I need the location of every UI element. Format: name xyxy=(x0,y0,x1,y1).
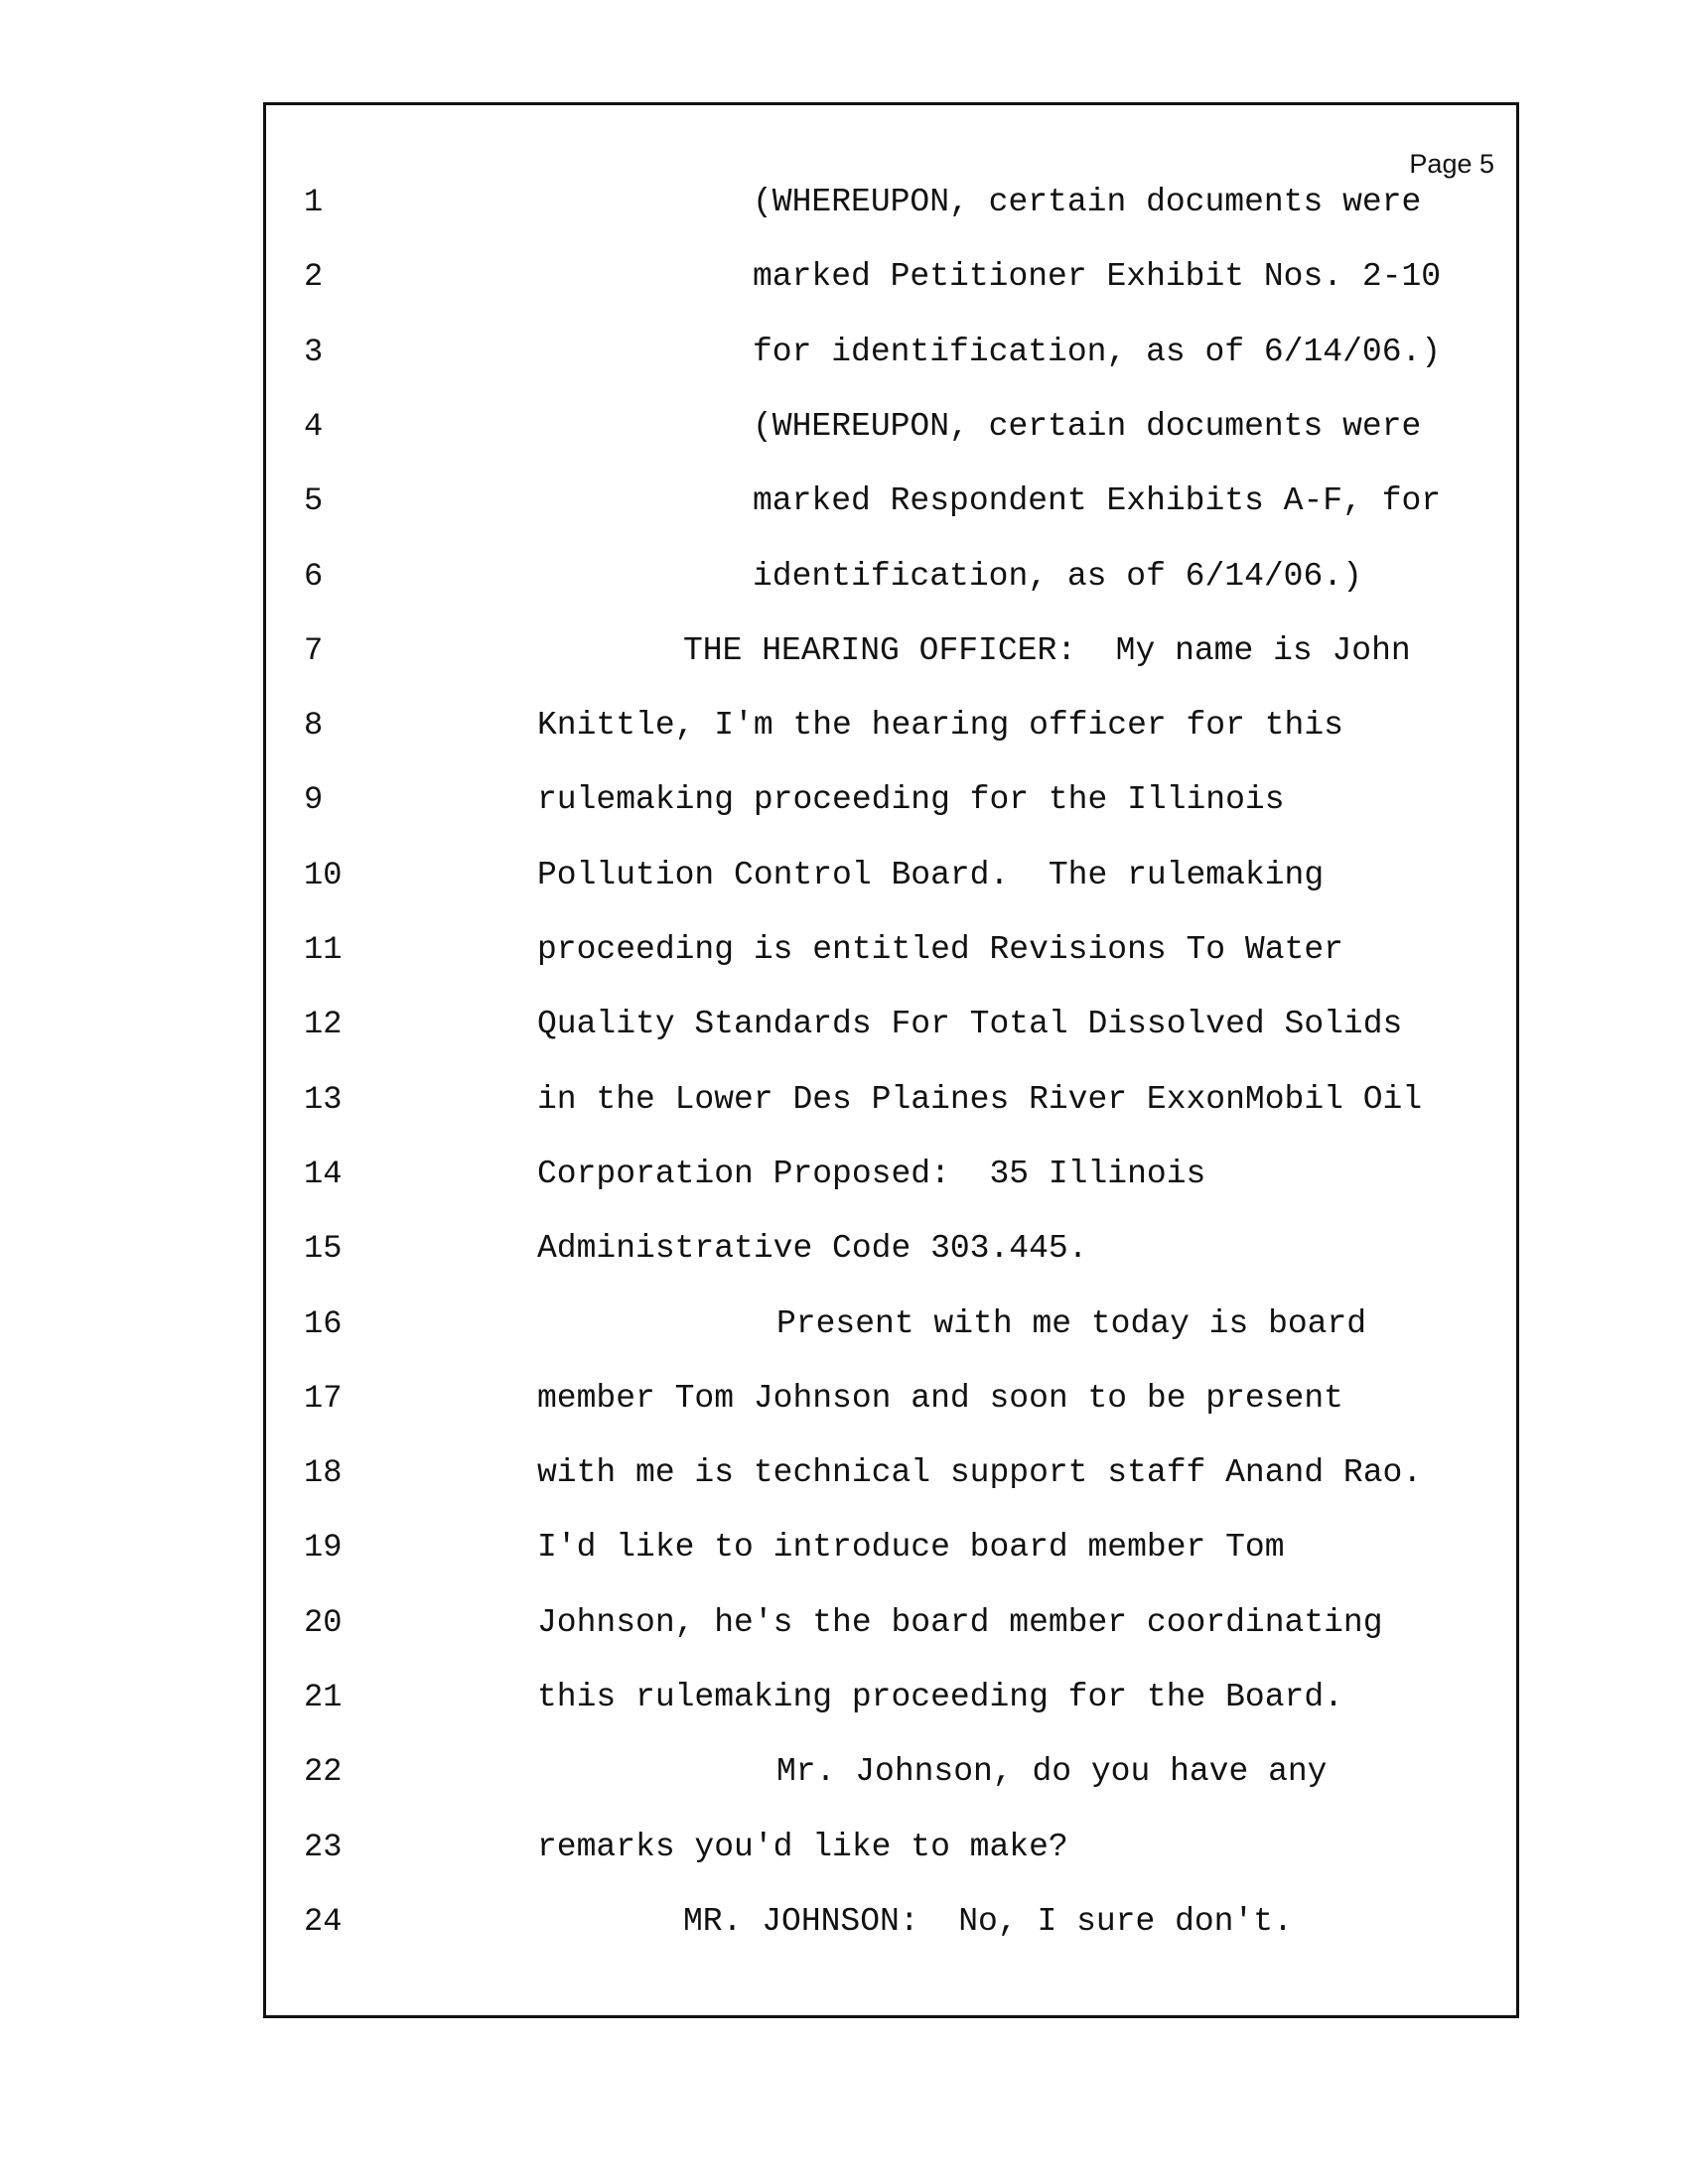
line-number: 3 xyxy=(304,333,324,370)
line-number: 20 xyxy=(304,1603,343,1641)
line-text: MR. JOHNSON: No, I sure don't. xyxy=(683,1902,1293,1940)
line-text: rulemaking proceeding for the Illinois xyxy=(537,781,1285,819)
line-number: 8 xyxy=(304,707,324,745)
transcript-line xyxy=(266,1304,1516,1380)
line-number: 9 xyxy=(304,781,324,819)
line-number: 21 xyxy=(304,1679,343,1715)
line-text: Mr. Johnson, do you have any xyxy=(776,1753,1328,1791)
line-text: in the Lower Des Plaines River ExxonMobil Oil xyxy=(537,1080,1423,1118)
line-text: (WHEREUPON, certain documents were xyxy=(753,407,1422,445)
line-text: marked Petitioner Exhibit Nos. 2-10 xyxy=(753,258,1442,296)
transcript-line xyxy=(266,257,1516,333)
line-number: 18 xyxy=(304,1454,343,1492)
line-number: 22 xyxy=(304,1753,343,1791)
transcript-line xyxy=(266,1828,1516,1903)
line-text: Knittle, I'm the hearing officer for this xyxy=(537,707,1343,745)
transcript-line xyxy=(266,1229,1516,1304)
line-text: Pollution Control Board. The rulemaking xyxy=(537,856,1325,893)
page-number: Page 5 xyxy=(1409,149,1494,179)
line-text: for identification, as of 6/14/06.) xyxy=(753,333,1442,370)
line-text: Corporation Proposed: 35 Illinois xyxy=(537,1155,1206,1192)
transcript-page xyxy=(263,102,1519,2018)
line-number: 14 xyxy=(304,1155,343,1192)
transcript-line xyxy=(266,856,1516,931)
line-number: 13 xyxy=(304,1080,343,1118)
line-text: Quality Standards For Total Dissolved Solids xyxy=(537,1006,1403,1043)
line-number: 17 xyxy=(304,1379,343,1417)
line-number: 16 xyxy=(304,1304,343,1342)
line-number: 6 xyxy=(304,557,324,595)
line-number: 12 xyxy=(304,1006,343,1043)
line-text: member Tom Johnson and soon to be present xyxy=(537,1379,1343,1417)
transcript-line xyxy=(266,1080,1516,1156)
line-number: 5 xyxy=(304,482,324,520)
line-number: 4 xyxy=(304,407,324,445)
transcript-line xyxy=(266,631,1516,707)
line-number: 1 xyxy=(304,184,324,220)
line-text: I'd like to introduce board member Tom xyxy=(537,1529,1285,1567)
line-number: 19 xyxy=(304,1529,343,1567)
transcript-line xyxy=(266,1603,1516,1679)
transcript-line xyxy=(266,407,1516,482)
line-text: Administrative Code 303.445. xyxy=(537,1230,1088,1268)
line-number: 24 xyxy=(304,1902,343,1940)
line-text: Present with me today is board xyxy=(776,1304,1367,1342)
line-number: 15 xyxy=(304,1230,343,1268)
transcript-line xyxy=(266,481,1516,557)
line-text: THE HEARING OFFICER: My name is John xyxy=(683,631,1411,669)
transcript-line xyxy=(266,1379,1516,1454)
transcript-line xyxy=(266,780,1516,856)
line-number: 23 xyxy=(304,1828,343,1865)
line-number: 2 xyxy=(304,258,324,296)
transcript-line xyxy=(266,333,1516,408)
transcript-line xyxy=(266,1528,1516,1603)
line-text: (WHEREUPON, certain documents were xyxy=(753,184,1422,220)
line-text: with me is technical support staff Anand Rao. xyxy=(537,1454,1423,1492)
line-text: this rulemaking proceeding for the Board. xyxy=(537,1679,1343,1715)
transcript-line xyxy=(266,183,1516,258)
line-number: 10 xyxy=(304,856,343,893)
line-text: proceeding is entitled Revisions To Water xyxy=(537,931,1343,968)
transcript-line xyxy=(266,1752,1516,1828)
transcript-line xyxy=(266,1005,1516,1080)
transcript-line xyxy=(266,930,1516,1006)
transcript-line xyxy=(266,1902,1516,1978)
line-text: marked Respondent Exhibits A-F, for xyxy=(753,482,1442,520)
line-number: 11 xyxy=(304,931,343,968)
line-number: 7 xyxy=(304,631,324,669)
transcript-line xyxy=(266,1155,1516,1230)
transcript-line xyxy=(266,1453,1516,1529)
line-text: remarks you'd like to make? xyxy=(537,1828,1068,1865)
transcript-line xyxy=(266,1678,1516,1753)
line-text: Johnson, he's the board member coordinating xyxy=(537,1603,1383,1641)
line-text: identification, as of 6/14/06.) xyxy=(753,557,1362,595)
transcript-line xyxy=(266,706,1516,781)
transcript-line xyxy=(266,557,1516,632)
